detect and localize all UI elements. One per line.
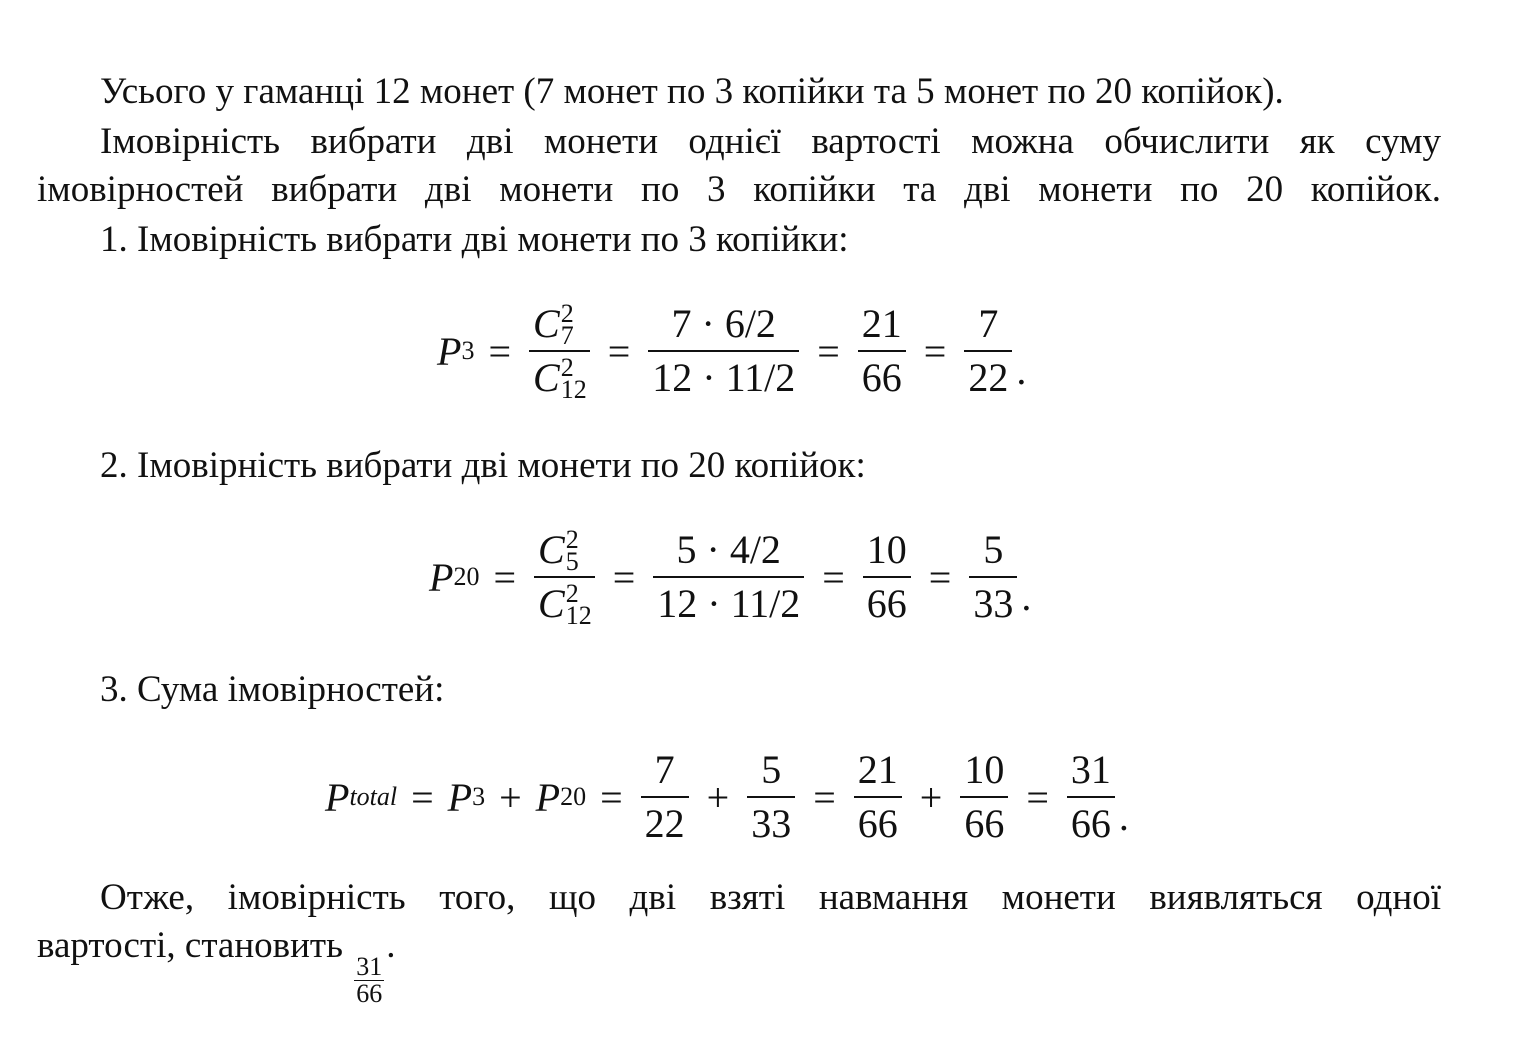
eq-sign: = bbox=[817, 328, 840, 374]
eq-sign: = bbox=[1026, 774, 1049, 820]
eq-sign: = bbox=[813, 774, 836, 820]
p3-sub: 3 bbox=[461, 336, 475, 365]
eq-sign: = bbox=[928, 554, 952, 600]
step-3-label: 3. Сума імовірностей: bbox=[100, 669, 445, 710]
eq-sign: = bbox=[607, 328, 631, 374]
conclusion-line-2 bbox=[37, 922, 1441, 1007]
expanded-fraction: $\frac{5 \cdot 4/2}{12 \cdot 11/2}$ bbox=[653, 528, 804, 626]
eq-sign: = bbox=[488, 328, 511, 374]
p3-var: P bbox=[437, 328, 462, 374]
period: . bbox=[1016, 348, 1027, 393]
ptotal-sub: total bbox=[349, 782, 398, 811]
period: . bbox=[1118, 794, 1129, 839]
combination-fraction: C 2 7 C 2 12 bbox=[529, 302, 590, 400]
formula-p20 bbox=[429, 525, 1032, 630]
plus-sign: + bbox=[919, 774, 943, 820]
ptotal-var: P bbox=[325, 774, 350, 820]
intro-line-3: імовірностей вибрати дві монети по 3 копійки та дві монети по 20 копійок. bbox=[37, 169, 1441, 210]
eq-sign: = bbox=[411, 774, 434, 820]
p3-sub: 3 bbox=[472, 782, 486, 811]
inline-fraction-31-66: $\frac{31}{66}$ bbox=[356, 952, 383, 1008]
p20-var: P bbox=[535, 774, 561, 820]
period: . bbox=[386, 925, 396, 966]
step-2-label: 2. Імовірність вибрати дві монети по 20 копійок: bbox=[100, 445, 866, 486]
period: . bbox=[1021, 574, 1032, 619]
fraction-31-66: $\frac{31}{66}$ bbox=[1067, 748, 1115, 846]
eq-sign: = bbox=[493, 554, 516, 600]
p3-var: P bbox=[447, 774, 473, 820]
intro-line-2: Імовірність вибрати дві монети однієї вартості можна обчислити як суму bbox=[100, 121, 1441, 162]
fraction-21-66: $\frac{21}{66}$ bbox=[858, 302, 906, 400]
formula-ptotal bbox=[325, 748, 1129, 846]
expanded-fraction: $\frac{7 \cdot 6/2}{12 \cdot 11/2}$ bbox=[648, 302, 799, 400]
eq-sign: = bbox=[612, 554, 636, 600]
fraction-5-33: $\frac{5}{33}$ bbox=[747, 748, 795, 846]
eq-sign: = bbox=[600, 774, 623, 820]
fraction-10-66: $\frac{10}{66}$ bbox=[960, 748, 1008, 846]
fraction-21-66: $\frac{21}{66}$ bbox=[854, 748, 902, 846]
conclusion-line-1: Отже, імовірність того, що дві взяті навмання монети виявляться одної bbox=[100, 877, 1441, 918]
conclusion-text: вартості, становить bbox=[37, 925, 343, 966]
plus-sign: + bbox=[706, 774, 730, 820]
eq-sign: = bbox=[923, 328, 947, 374]
plus-sign: + bbox=[499, 774, 522, 820]
combination-fraction: C 2 5 C 2 12 bbox=[534, 528, 595, 626]
fraction-5-33: $\frac{5}{33}$ bbox=[969, 528, 1017, 626]
p20-sub: 20 bbox=[453, 562, 480, 591]
p20-sub: 20 bbox=[560, 782, 587, 811]
eq-sign: = bbox=[822, 554, 845, 600]
intro-line-1: Усього у гаманці 12 монет (7 монет по 3 копійки та 5 монет по 20 копійок). bbox=[100, 71, 1284, 112]
fraction-7-22: $\frac{7}{22}$ bbox=[964, 302, 1012, 400]
step-1-label: 1. Імовірність вибрати дві монети по 3 копійки: bbox=[100, 219, 849, 260]
p20-var: P bbox=[429, 554, 454, 600]
fraction-7-22: $\frac{7}{22}$ bbox=[641, 748, 689, 846]
fraction-10-66: $\frac{10}{66}$ bbox=[863, 528, 911, 626]
formula-p3 bbox=[437, 299, 1027, 404]
